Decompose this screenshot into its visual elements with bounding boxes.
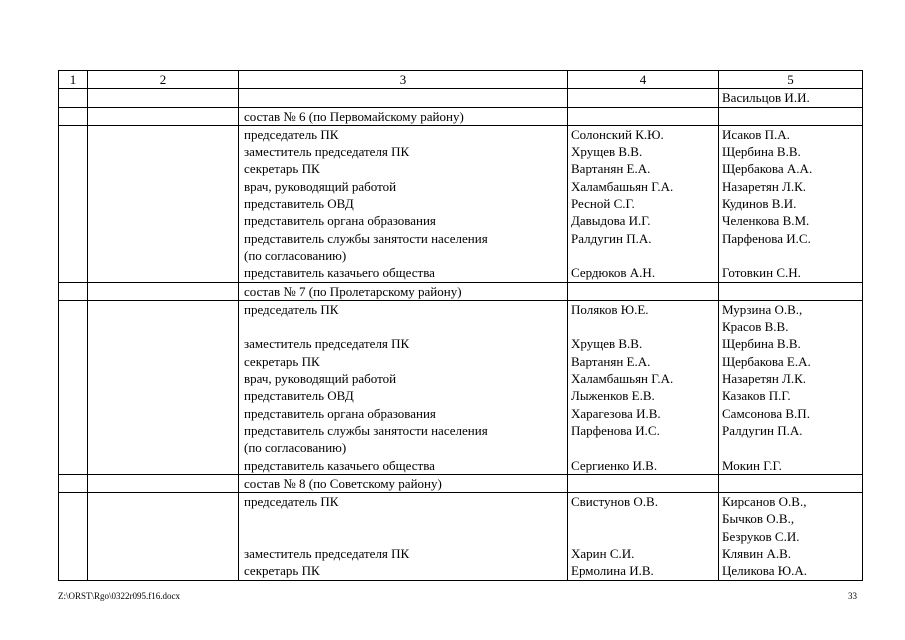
table-cell xyxy=(719,282,863,300)
section-body-row xyxy=(59,493,863,580)
commission-table xyxy=(58,70,863,581)
table-cell xyxy=(59,107,88,125)
reserve-member-cell: Васильцов И.И. xyxy=(719,89,863,107)
reserves-cell: Исаков П.А. Щербина В.В. Щербакова А.А. Назаретян Л.К. Кудинов В.И. Челенкова В.М. Парфенова И.С. Готовкин С.Н. xyxy=(719,125,863,282)
table-cell xyxy=(88,89,239,107)
section-title-row xyxy=(59,107,863,125)
table-cell xyxy=(568,282,719,300)
table-cell xyxy=(59,89,88,107)
roles-cell: председатель ПК заместитель председателя ПК секретарь ПК xyxy=(239,493,568,580)
table-cell xyxy=(88,493,239,580)
table-cell xyxy=(239,89,568,107)
column-number: 2 xyxy=(88,71,239,89)
table-cell xyxy=(88,300,239,474)
column-number: 3 xyxy=(239,71,568,89)
section-title: состав № 6 (по Первомайскому району) xyxy=(239,107,568,125)
table-cell xyxy=(88,474,239,492)
table-cell xyxy=(88,125,239,282)
column-number: 5 xyxy=(719,71,863,89)
reserves-cell: Кирсанов О.В., Бычков О.В., Безруков С.И. Клявин А.В. Целикова Ю.А. xyxy=(719,493,863,580)
page-number: 33 xyxy=(848,591,857,601)
section-title: состав № 7 (по Пролетарскому району) xyxy=(239,282,568,300)
table-cell xyxy=(59,282,88,300)
table-cell xyxy=(719,474,863,492)
continuation-row xyxy=(59,89,863,107)
table-cell xyxy=(719,107,863,125)
table-cell xyxy=(568,107,719,125)
roles-cell: председатель ПК заместитель председателя ПК секретарь ПК врач, руководящий работой представитель ОВД представитель органа образования представитель службы занятости населения (по согласованию) представитель казачьего общества xyxy=(239,125,568,282)
section-body-row xyxy=(59,125,863,282)
column-number: 4 xyxy=(568,71,719,89)
table-cell xyxy=(88,107,239,125)
column-number-row xyxy=(59,71,863,89)
section-body-row xyxy=(59,300,863,474)
members-cell: Свистунов О.В. Харин С.И. Ермолина И.В. xyxy=(568,493,719,580)
table-cell xyxy=(568,89,719,107)
column-number: 1 xyxy=(59,71,88,89)
table-cell xyxy=(59,493,88,580)
table-cell xyxy=(59,474,88,492)
section-title-row xyxy=(59,474,863,492)
footer-file-path: Z:\ORST\Rgo\0322r095.f16.docx xyxy=(58,591,180,601)
roles-cell: председатель ПК заместитель председателя ПК секретарь ПК врач, руководящий работой представитель ОВД представитель органа образования представитель службы занятости населения (по согласованию) представитель казачьего общества xyxy=(239,300,568,474)
section-title: состав № 8 (по Советскому району) xyxy=(239,474,568,492)
reserves-cell: Мурзина О.В., Красов В.В. Щербина В.В. Щербакова Е.А. Назаретян Л.К. Казаков П.Г. Самсонова В.П. Ралдугин П.А. Мокин Г.Г. xyxy=(719,300,863,474)
members-cell: Поляков Ю.Е. Хрущев В.В. Вартанян Е.А. Халамбашьян Г.А. Лыженков Е.В. Харагезова И.В. Парфенова И.С. Сергиенко И.В. xyxy=(568,300,719,474)
table-cell xyxy=(568,474,719,492)
table-cell xyxy=(59,300,88,474)
members-cell: Солонский К.Ю. Хрущев В.В. Вартанян Е.А. Халамбашьян Г.А. Ресной С.Г. Давыдова И.Г. Ралдугин П.А. Сердюков А.Н. xyxy=(568,125,719,282)
table-cell xyxy=(88,282,239,300)
section-title-row xyxy=(59,282,863,300)
table-cell xyxy=(59,125,88,282)
